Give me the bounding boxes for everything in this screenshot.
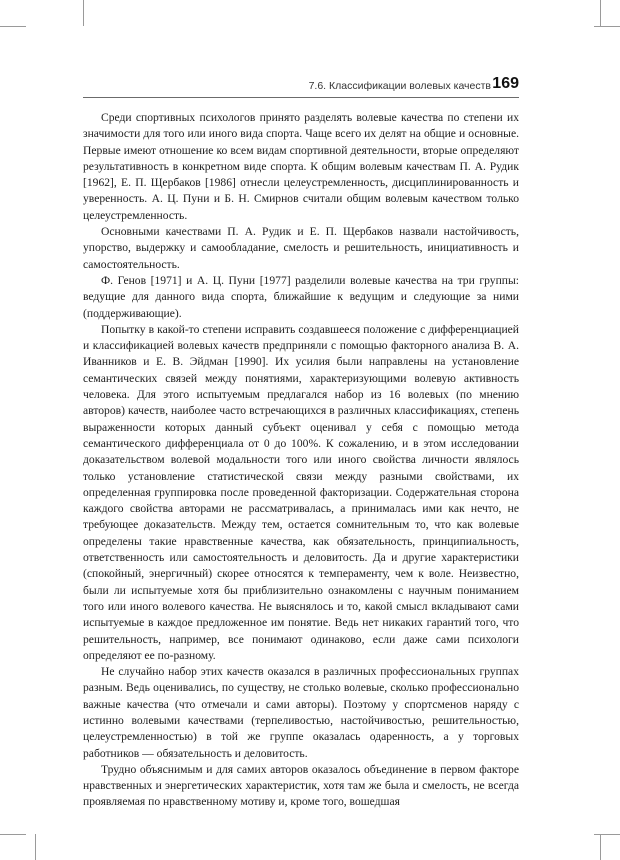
paragraph: Ф. Генов [1971] и А. Ц. Пуни [1977] разделили волевые качества на три группы: ведущие для данного вида спорта, ближайшие к ведущим и следующие за ними (поддерживающие). (83, 273, 519, 320)
crop-mark-bottom-right-vertical (600, 834, 601, 860)
paragraph: Трудно объяснимым и для самих авторов оказалось объединение в первом факторе нравственных и энергетических характеристик, хотя там же была и смелость, не всегда проявляемая по нравственному мотиву и, кроме того, вошедшая (83, 762, 519, 809)
page-header (83, 72, 519, 98)
crop-mark-bottom-left-vertical (35, 834, 36, 860)
crop-mark-top-right-horizontal (594, 26, 620, 27)
crop-mark-top-left-horizontal (0, 26, 26, 27)
crop-mark-top-right-vertical (600, 0, 601, 26)
body-text (83, 110, 519, 811)
crop-mark-bottom-left-horizontal (0, 834, 26, 835)
crop-mark-bottom-right-horizontal (594, 834, 620, 835)
header-rule (83, 97, 519, 98)
running-title: 7.6. Классификации волевых качеств (308, 80, 491, 92)
paragraph: Основными качествами П. А. Рудик и Е. П. Щербаков назвали настойчивость, упорство, выдержку и самообладание, смелость и решительность, инициативность и самостоятельность. (83, 225, 519, 271)
paragraph: Среди спортивных психологов принято разделять волевые качества по степени их значимости для того или иного вида спорта. Чаще всего их делят на общие и основные. Первые имеют отношение ко всем видам спортивной деятельности, вторые определяют результативность в конкретном виде спорта. К общим волевым качествам П. А. Рудик [1962], Е. П. Щербаков [1986] отнесли целеустремленность, дисциплинированность и уверенность. А. Ц. Пуни и Б. Н. Смирнов считали общим волевым качеством только целеустремленность. (83, 111, 519, 222)
crop-mark-top-left-vertical (83, 0, 84, 26)
paragraph: Не случайно набор этих качеств оказался в различных профессиональных группах разным. Ведь оценивались, по существу, не столько волевые, сколько профессионально важные качества (что отмечали и сами авторы). Поэтому у спортсменов наряду с истинно волевыми качествами (терпеливостью, настойчивостью, решительностью, целеустремленностью) в той же группе оказалась одаренность, а у торговых работников — обязательность и деловитость. (83, 665, 519, 760)
page-number: 169 (492, 75, 519, 92)
paragraph: Попытку в какой-то степени исправить создавшееся положение с дифференциацией и классификацией волевых качеств предприняли с помощью факторного анализа В. А. Иванников и Е. В. Эйдман [1990]. Их усилия были направлены на установление семантических связей между понятиями, характеризующими волевую активность человека. Для этого испытуемым предлагался набор из 16 волевых (по мнению авторов) качеств, наиболее часто встречающихся в различных классификациях, степень выраженности которых данный субъект оценивал у себя с помощью метода семантического дифференциала от 0 до 100%. К сожалению, и в этом исследовании доказательством волевой модальности того или иного свойства личности являлось только установление статистической связи между разными свойствами, их определенная группировка после проведенной факторизации. Содержательная сторона каждого свойства авторами не рассматривалась, а принималась ими как нечто, не требующее доказательств. Между тем, остается сомнительным то, что как волевые определены такие нравственные качества, как обязательность, принципиальность, ответственность или самостоятельность и деловитость. Да и другие характеристики (спокойный, энергичный) скорее относятся к темпераменту, чем к воле. Неизвестно, были ли испытуемые хотя бы приблизительно ознакомлены с научным пониманием того или иного волевого качества. Не выяснялось и то, какой смысл вкладывают сами испытуемые в каждое предложенное им понятие. Ведь нет никаких гарантий того, что решительность, например, все понимают одинаково, если даже сами психологи определяют ее по-разному. (83, 322, 519, 662)
